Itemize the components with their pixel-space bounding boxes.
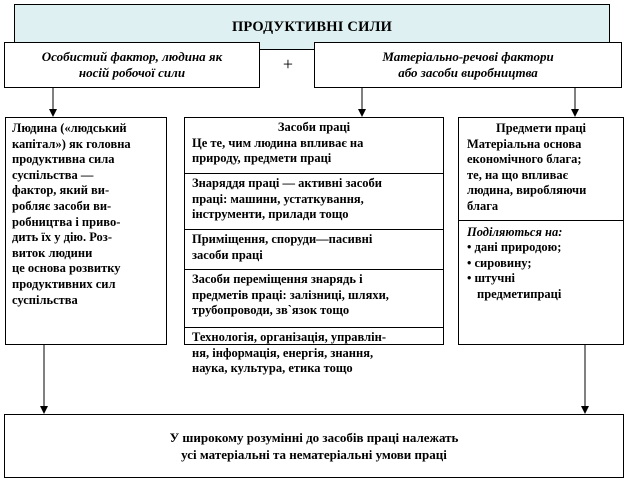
objects-list-item: • дані природою; <box>467 240 562 255</box>
mid-line: Знаряддя праці — активні засоби <box>192 176 382 190</box>
human-factor-box <box>5 117 167 345</box>
mid-line: трубопроводи, зв`язок тощо <box>192 303 350 318</box>
mid-line: інструменти, прилади тощо <box>192 207 349 222</box>
mid-line: природу, предмети праці <box>192 151 332 166</box>
left-line: виток людини <box>12 245 93 260</box>
objects-list-item: • сировину; <box>467 255 532 270</box>
left-line: це основа розвитку <box>12 261 121 276</box>
means-of-labor-heading: Засоби праці <box>277 120 351 134</box>
mid-line: Технологія, організація, управлін- <box>192 330 386 344</box>
buildings-section <box>185 230 443 270</box>
bottom-line-2: усі матеріальні та нематеріальні умови праці <box>181 447 447 462</box>
right-desc-line: економічного блага; <box>467 152 582 167</box>
mid-line: ня, інформація, енергія, знання, <box>192 345 374 360</box>
left-line: продуктивна сила <box>12 152 115 167</box>
material-factor-line-2: або засоби виробництва <box>398 65 538 80</box>
tools-of-labor-section <box>185 174 443 230</box>
title-text: ПРОДУКТИВНІ СИЛИ <box>231 18 393 35</box>
broad-sense-box <box>4 414 624 478</box>
right-desc-line: те, на що впливає <box>467 167 569 182</box>
left-line: дить їх у дію. Роз- <box>12 230 112 245</box>
means-of-labor-box <box>184 117 444 376</box>
personal-factor-line-1: Особистий фактор, людина як <box>41 49 223 64</box>
left-line: робництва і приво- <box>12 214 121 229</box>
personal-factor-line-2: носій робочої сили <box>78 65 186 80</box>
mid-line: засоби праці <box>192 247 263 262</box>
mid-line: Це те, чим людина впливає на <box>192 135 364 150</box>
right-desc-line: людина, виробляючи <box>467 183 587 198</box>
mid-line: Засоби переміщення знарядь і <box>192 272 363 286</box>
mid-line: праці: машини, устаткування, <box>192 191 364 206</box>
left-line: суспільства — <box>12 167 94 182</box>
left-line: капітал») як головна <box>12 136 131 151</box>
mid-line: Приміщення, споруди—пасивні <box>192 232 373 246</box>
divided-into-label: Поділяються на: <box>467 224 563 239</box>
transport-section <box>185 270 443 328</box>
left-line: фактор, який ви- <box>12 183 110 198</box>
left-line: суспільства <box>12 292 78 307</box>
right-desc-line: Матеріальна основа <box>467 136 582 151</box>
left-line: Людина («людський <box>12 121 127 135</box>
technology-section <box>185 328 443 380</box>
objects-list-item: • штучні <box>467 271 516 286</box>
left-line: робляє засоби ви- <box>12 198 112 213</box>
plus-sign: + <box>282 54 294 74</box>
mid-line: предметів праці: залізниці, шляхи, <box>192 287 389 302</box>
right-desc-line: блага <box>467 198 499 213</box>
left-line: продуктивних сил <box>12 276 116 291</box>
mid-line: наука, культура, етика тощо <box>192 361 353 376</box>
objects-list-item: предметипраці <box>477 286 562 301</box>
objects-of-labor-box <box>458 117 624 345</box>
bottom-line-1: У широкому розумінні до засобів праці належать <box>169 430 459 445</box>
material-factor-line-1: Матеріально-речові фактори <box>382 49 554 64</box>
objects-of-labor-heading: Предмети праці <box>496 121 586 135</box>
right-divider <box>459 220 623 221</box>
means-of-labor-intro <box>185 118 443 174</box>
